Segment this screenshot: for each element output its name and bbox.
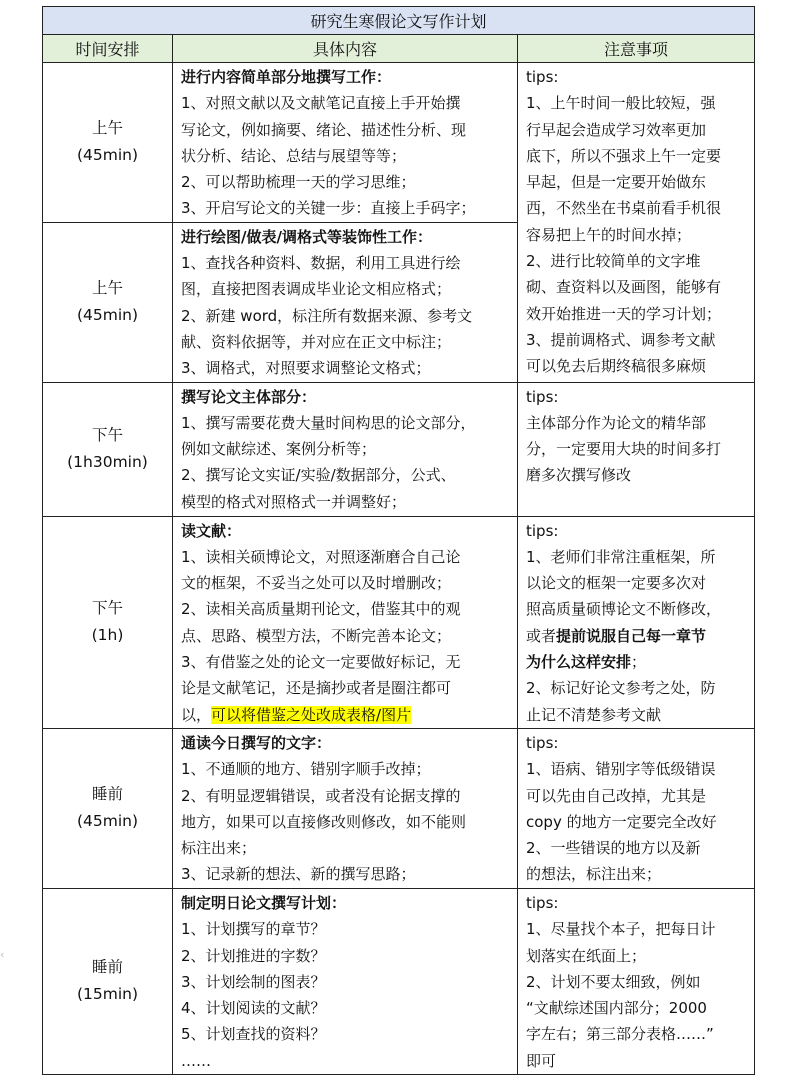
content-line: 3、记录新的想法、新的撰写思路； [181, 865, 416, 884]
notes-line: 照高质量硕博论文不断修改， [526, 600, 722, 619]
notes-line: 可以免去后期终稿很多麻烦 [526, 357, 707, 376]
header-notes: 注意事项 [518, 35, 755, 63]
content-line: 4、计划阅读的文献？ [181, 999, 326, 1018]
content-line: 2、读相关高质量期刊论文，借鉴其中的观 [181, 600, 461, 619]
time-label: 下午 [91, 599, 123, 618]
content-cell [173, 382, 518, 516]
time-cell [43, 728, 173, 888]
page-edge-mark: ‹ [0, 948, 5, 961]
notes-line: 砌、查资料以及画图，能够有 [526, 278, 722, 297]
content-heading: 读文献： [181, 521, 242, 540]
notes-line: 即可 [526, 1051, 557, 1070]
header-content: 具体内容 [173, 35, 518, 63]
highlighted-text: 可以将借鉴之处改成表格/图片 [211, 705, 412, 724]
content-line: 文的框架，不妥当之处可以及时增删改； [181, 574, 452, 593]
notes-line [526, 649, 748, 675]
time-label: 上午 [91, 279, 123, 298]
notes-line: 主体部分作为论文的精华部 [526, 413, 707, 432]
notes-line: 可以先由自己改掉，尤其是 [526, 786, 707, 805]
content-line: 5、计划查找的资料？ [181, 1025, 326, 1044]
notes-line: tips: [526, 733, 559, 752]
notes-line: 字左右；第三部分表格……” [526, 1025, 714, 1044]
notes-line [526, 623, 748, 649]
time-cell [43, 63, 173, 223]
content-line: 1、对照文献以及文献笔记直接上手开始撰 [181, 94, 461, 113]
notes-line: 2、标记好论文参考之处，防 [526, 679, 716, 698]
header-row [43, 35, 755, 63]
notes-cell [518, 382, 755, 516]
notes-text: ； [631, 653, 647, 672]
notes-line: tips: [526, 893, 559, 912]
content-line: 3、计划绘制的图表？ [181, 972, 326, 991]
content-cell [173, 516, 518, 728]
time-duration: (1h30min) [67, 453, 148, 472]
content-line: 1、撰写需要花费大量时间构思的论文部分， [181, 413, 476, 432]
content-line: …… [181, 1051, 211, 1070]
bold-text: 提前说服自己每一章节 [556, 626, 707, 645]
notes-line: 2、计划不要太细致，例如 [526, 972, 701, 991]
notes-line: 的想法，标注出来； [526, 865, 662, 884]
time-cell [43, 222, 173, 382]
table-row [43, 382, 755, 516]
content-heading: 制定明日论文撰写计划： [181, 893, 347, 912]
notes-text: 或者 [526, 626, 557, 645]
table-row [43, 728, 755, 888]
time-duration: (45min) [76, 146, 139, 165]
content-line: 标注出来； [181, 839, 257, 858]
notes-line: 2、进行比较简单的文字堆 [526, 252, 701, 271]
content-line: 1、计划撰写的章节？ [181, 920, 326, 939]
content-cell [173, 728, 518, 888]
content-line: 1、读相关硕博论文，对照逐渐磨合自己论 [181, 547, 461, 566]
title-row [43, 7, 755, 35]
time-label: 睡前 [91, 958, 123, 977]
time-cell [43, 516, 173, 728]
content-line: 1、查找各种资料、数据，利用工具进行绘 [181, 254, 461, 273]
notes-line: 以论文的框架一定要多次对 [526, 574, 707, 593]
time-duration: (45min) [76, 812, 139, 831]
content-line [181, 702, 511, 728]
content-line: 2、有明显逻辑错误，或者没有论据支撑的 [181, 786, 461, 805]
notes-line: 磨多次撰写修改 [526, 466, 632, 485]
content-line: 例如文献综述、案例分析等； [181, 440, 377, 459]
time-cell [43, 888, 173, 1074]
content-text: 以， [181, 705, 212, 724]
time-duration: (45min) [76, 306, 139, 325]
content-heading: 通读今日撰写的文字： [181, 733, 332, 752]
notes-line: 2、一些错误的地方以及新 [526, 839, 701, 858]
notes-line: “文献综述国内部分；2000 [526, 999, 707, 1018]
content-heading: 进行绘图/做表/调格式等装饰性工作： [181, 227, 432, 246]
notes-line: 1、上午时间一般比较短，强 [526, 94, 716, 113]
time-cell [43, 382, 173, 516]
content-line: 地方，如果可以直接修改则修改，如不能则 [181, 812, 467, 831]
table-title: 研究生寒假论文写作计划 [43, 7, 755, 35]
notes-line: 早起，但是一定要开始做东 [526, 173, 707, 192]
study-plan-table [42, 6, 755, 1075]
content-line: 2、新建 word，标注所有数据来源、参考文 [181, 306, 473, 325]
table-row [43, 516, 755, 728]
notes-line: 3、提前调格式、调参考文献 [526, 330, 716, 349]
notes-cell [518, 888, 755, 1074]
content-heading: 进行内容简单部分地撰写工作： [181, 68, 392, 86]
notes-line: 1、尽量找个本子，把每日计 [526, 920, 716, 939]
content-cell [173, 888, 518, 1074]
content-line: 2、撰写论文实证/实验/数据部分，公式、 [181, 466, 456, 485]
time-duration: (1h) [91, 626, 124, 645]
time-label: 上午 [91, 119, 123, 138]
time-label: 下午 [91, 426, 123, 445]
content-line: 状分析、结论、总结与展望等等； [181, 146, 407, 165]
notes-cell [518, 516, 755, 728]
time-duration: (15min) [76, 985, 139, 1004]
notes-line: tips: [526, 387, 559, 406]
content-line: 论是文献笔记，还是摘抄或者是圈注都可 [181, 679, 452, 698]
content-line: 2、可以帮助梳理一天的学习思维； [181, 173, 416, 192]
table-row [43, 63, 755, 223]
content-line: 2、计划推进的字数？ [181, 946, 326, 965]
content-line: 图，直接把图表调成毕业论文相应格式； [181, 280, 452, 299]
notes-line: 效开始推进一天的学习计划； [526, 304, 722, 323]
notes-cell [518, 728, 755, 888]
notes-line: 分，一定要用大块的时间多打 [526, 440, 722, 459]
bold-text: 为什么这样安排 [526, 653, 632, 672]
content-line: 3、调格式，对照要求调整论文格式； [181, 359, 431, 378]
time-label: 睡前 [91, 785, 123, 804]
content-line: 献、资料依据等，并对应在正文中标注； [181, 332, 452, 351]
notes-line: 行早起会造成学习效率更加 [526, 120, 707, 139]
content-line: 写论文，例如摘要、绪论、描述性分析、现 [181, 120, 467, 139]
content-line: 3、有借鉴之处的论文一定要做好标记，无 [181, 653, 461, 672]
content-line: 1、不通顺的地方、错别字顺手改掉； [181, 760, 431, 779]
notes-line: 1、语病、错别字等低级错误 [526, 760, 716, 779]
content-line: 3、开启写论文的关键一步：直接上手码字； [181, 199, 476, 218]
notes-line: tips: [526, 68, 559, 86]
content-heading: 撰写论文主体部分： [181, 387, 317, 406]
content-line: 点、思路、模型方法，不断完善本论文； [181, 626, 452, 645]
header-time: 时间安排 [43, 35, 173, 63]
notes-line: 止记不清楚参考文献 [526, 705, 662, 724]
content-line: 模型的格式对照格式一并调整好； [181, 492, 407, 511]
notes-cell [518, 63, 755, 383]
content-cell [173, 63, 518, 223]
notes-line: 划落实在纸面上； [526, 946, 647, 965]
notes-line: 底下，所以不强求上午一定要 [526, 146, 722, 165]
notes-line: tips: [526, 521, 559, 540]
notes-line: copy 的地方一定要完全改好 [526, 812, 717, 831]
notes-line: 西，不然坐在书桌前看手机很 [526, 199, 722, 218]
notes-line: 容易把上午的时间水掉； [526, 225, 692, 244]
content-cell [173, 222, 518, 382]
notes-line: 1、老师们非常注重框架，所 [526, 547, 716, 566]
table-row [43, 888, 755, 1074]
